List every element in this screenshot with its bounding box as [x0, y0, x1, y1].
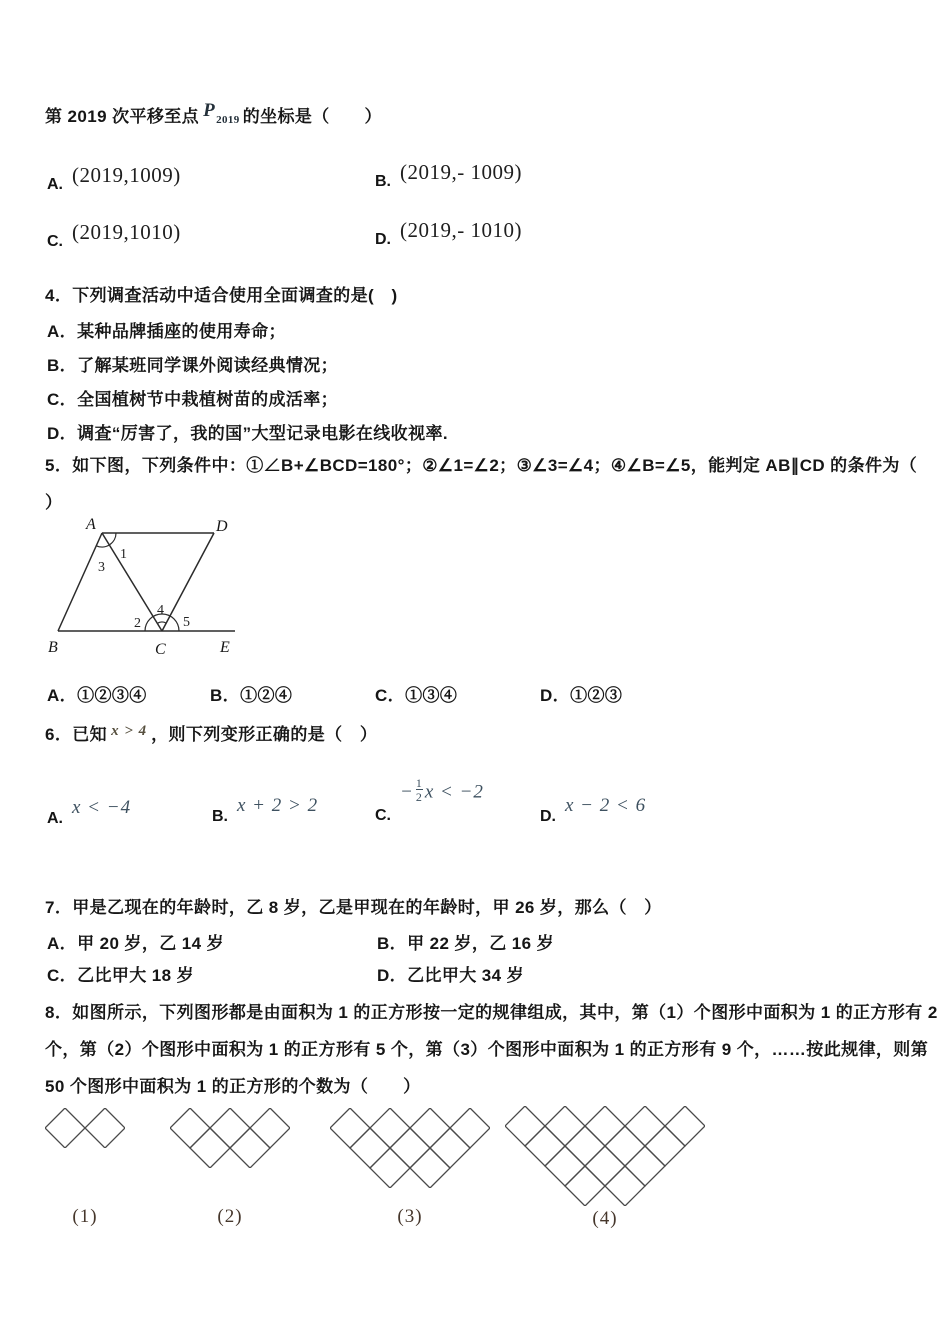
q3-stem-prefix: 第 2019 次平移至点 — [45, 107, 200, 126]
q6-option-c-letter: C. — [375, 807, 391, 824]
angle-label-4: 4 — [157, 603, 164, 618]
q7-stem: 7．甲是乙现在的年龄时，乙 8 岁，乙是甲现在的年龄时，甲 26 岁，那么（ ） — [45, 898, 662, 917]
point-label-E: E — [220, 639, 230, 656]
angle-arc-4 — [157, 622, 166, 623]
q3-option-d-formula: (2019,- 1010) — [400, 218, 522, 242]
q3-option-c — [47, 220, 181, 250]
q6-option-c-formula: − $\frac{1}{2}$ x < −2 — [400, 776, 484, 804]
q6-option-d-formula: x − 2 < 6 — [565, 795, 647, 816]
point-label-B: B — [48, 639, 58, 656]
q5-option-a: A．①②③④ — [47, 686, 147, 705]
q3-stem-suffix: 的坐标是（ ） — [242, 107, 382, 126]
q6-option-b-letter: B. — [212, 808, 228, 825]
q4-stem: 4．下列调查活动中适合使用全面调查的是( ) — [45, 286, 398, 305]
diamond-pattern-svg — [170, 1108, 290, 1168]
point-label-C: C — [155, 641, 166, 658]
q3-option-b-letter: B. — [375, 173, 391, 190]
q6-stem-suffix: ，则下列变形正确的是（ ） — [151, 725, 378, 744]
diamond-pattern-svg — [45, 1108, 125, 1148]
angle-label-2: 2 — [134, 616, 141, 631]
q7-option-c: C．乙比甲大 18 岁 — [47, 966, 195, 985]
fraction-one-half: $\frac{1}{2}$ — [415, 776, 423, 804]
q5-option-b: B．①②④ — [210, 686, 293, 705]
q8-figure-3-label: (3) — [397, 1206, 423, 1227]
q4-option-d: D．调查“厉害了，我的国”大型记录电影在线收视率. — [47, 424, 448, 443]
point-label-A: A — [86, 516, 96, 533]
q6-option-a — [47, 797, 132, 827]
q6-option-b-formula: x + 2 > 2 — [237, 795, 319, 816]
q8-figure-4-label: (4) — [592, 1208, 618, 1229]
q3-option-d — [375, 218, 522, 248]
q6-option-c — [375, 776, 484, 824]
q3-option-d-letter: D. — [375, 231, 391, 248]
q5-stem-line1: 5．如下图，下列条件中：①∠B+∠BCD=180°；②∠1=∠2；③∠3=∠4；④∠B=∠5，能判定 AB∥CD 的条件为（ — [45, 456, 918, 475]
q8-stem-line3: 50 个图形中面积为 1 的正方形的个数为（ ） — [45, 1077, 421, 1096]
q4-option-c: C．全国植树节中栽植树苗的成活率； — [47, 390, 339, 409]
q6-option-d — [540, 795, 647, 825]
q3-option-b-formula: (2019,- 1009) — [400, 160, 522, 184]
q3-option-c-letter: C. — [47, 233, 63, 250]
q8-figure-1-label: (1) — [72, 1206, 98, 1227]
q5-option-d: D．①②③ — [540, 686, 623, 705]
q5-geometry-figure — [40, 510, 270, 665]
q4-option-b: B．了解某班同学课外阅读经典情况； — [47, 356, 339, 375]
q6-option-d-letter: D. — [540, 808, 556, 825]
q8-stem-line2: 个，第（2）个图形中面积为 1 的正方形有 5 个，第（3）个图形中面积为 1 的正方形有 9 个，……按此规律，则第 — [45, 1040, 929, 1059]
diamond-pattern-svg — [330, 1108, 490, 1188]
q3-option-a — [47, 163, 181, 193]
q8-figure-2 — [170, 1108, 290, 1173]
q8-figure-3 — [330, 1108, 490, 1193]
q6-option-a-letter: A. — [47, 810, 63, 827]
q8-stem-line1: 8．如图所示，下列图形都是由面积为 1 的正方形按一定的规律组成，其中，第（1）个图形中面积为 1 的正方形有 2 — [45, 1003, 938, 1022]
q6-option-a-formula: x < −4 — [72, 797, 132, 818]
q7-option-b: B．甲 22 岁，乙 16 岁 — [377, 934, 554, 953]
q7-option-d: D．乙比甲大 34 岁 — [377, 966, 525, 985]
q6-stem — [45, 722, 377, 749]
q5-stem-line2: ） — [45, 493, 63, 512]
q8-figure-1 — [45, 1108, 125, 1153]
q3-option-a-formula: (2019,1009) — [72, 163, 181, 187]
q3-option-c-formula: (2019,1010) — [72, 220, 181, 244]
q3-option-a-letter: A. — [47, 176, 63, 193]
diamond-pattern-svg — [505, 1106, 705, 1206]
line-BA — [58, 533, 102, 631]
q5-option-c: C．①③④ — [375, 686, 458, 705]
point-label-D: D — [216, 518, 228, 535]
q6-option-b — [212, 795, 319, 825]
angle-label-3: 3 — [98, 560, 105, 575]
q7-option-a: A．甲 20 岁，乙 14 岁 — [47, 934, 224, 953]
q8-figure-4 — [505, 1106, 705, 1211]
q3-point-symbol: $P_{2019}$ — [203, 100, 240, 126]
q4-option-a: A．某种品牌插座的使用寿命； — [47, 322, 286, 341]
angle-label-5: 5 — [183, 615, 190, 630]
q8-figure-2-label: (2) — [217, 1206, 243, 1227]
q3-option-b — [375, 160, 522, 190]
q6-condition-formula: x > 4 — [111, 723, 148, 739]
q3-stem — [45, 100, 382, 137]
angle-label-1: 1 — [120, 547, 127, 562]
q6-stem-prefix: 6．已知 — [45, 725, 108, 744]
